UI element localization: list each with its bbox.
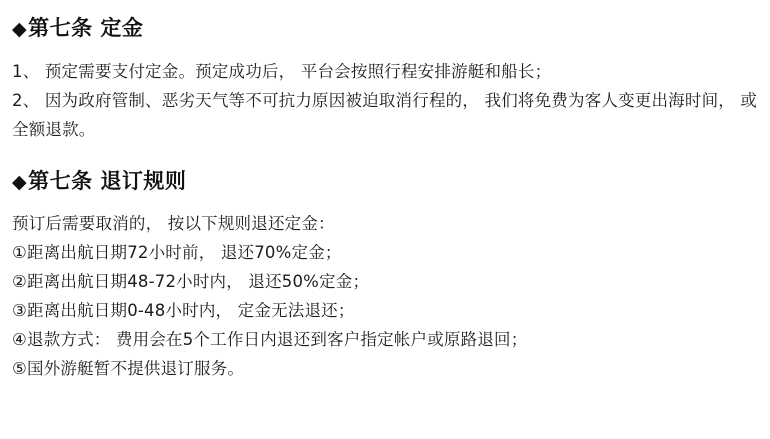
cancellation-clause-3: ③距离出航日期0-48小时内， 定金无法退还； <box>12 300 355 320</box>
section-deposit-body <box>12 58 758 145</box>
deposit-item-2: 2、 因为政府管制、恶劣天气等不可抗力原因被迫取消行程的， 我们将免费为客人变更出海时间， 或全额退款。 <box>12 91 758 140</box>
section-deposit-heading <box>12 14 758 42</box>
cancellation-clause-2: ②距离出航日期48-72小时内， 退还50%定金； <box>12 272 370 292</box>
diamond-bullet-icon: ◆ <box>12 18 28 40</box>
deposit-item-1: 1、 预定需要支付定金。预定成功后， 平台会按照行程安排游艇和船长； <box>12 62 552 82</box>
section-cancellation-body <box>12 210 758 383</box>
cancellation-clause-4: ④退款方式： 费用会在5个工作日内退还到客户指定帐户或原路退回； <box>12 329 528 349</box>
section-cancellation-heading <box>12 167 758 195</box>
cancellation-clause-5: ⑤国外游艇暂不提供退订服务。 <box>12 358 245 378</box>
section-deposit <box>12 14 758 145</box>
cancellation-clause-1: ①距离出航日期72小时前， 退还70%定金； <box>12 243 342 263</box>
diamond-bullet-icon: ◆ <box>12 170 28 193</box>
section-deposit-title: 第七条 定金 <box>28 16 144 40</box>
cancellation-intro: 预订后需要取消的， 按以下规则退还定金： <box>12 214 335 234</box>
section-cancellation <box>12 167 758 384</box>
section-cancellation-title: 第七条 退订规则 <box>28 168 187 193</box>
